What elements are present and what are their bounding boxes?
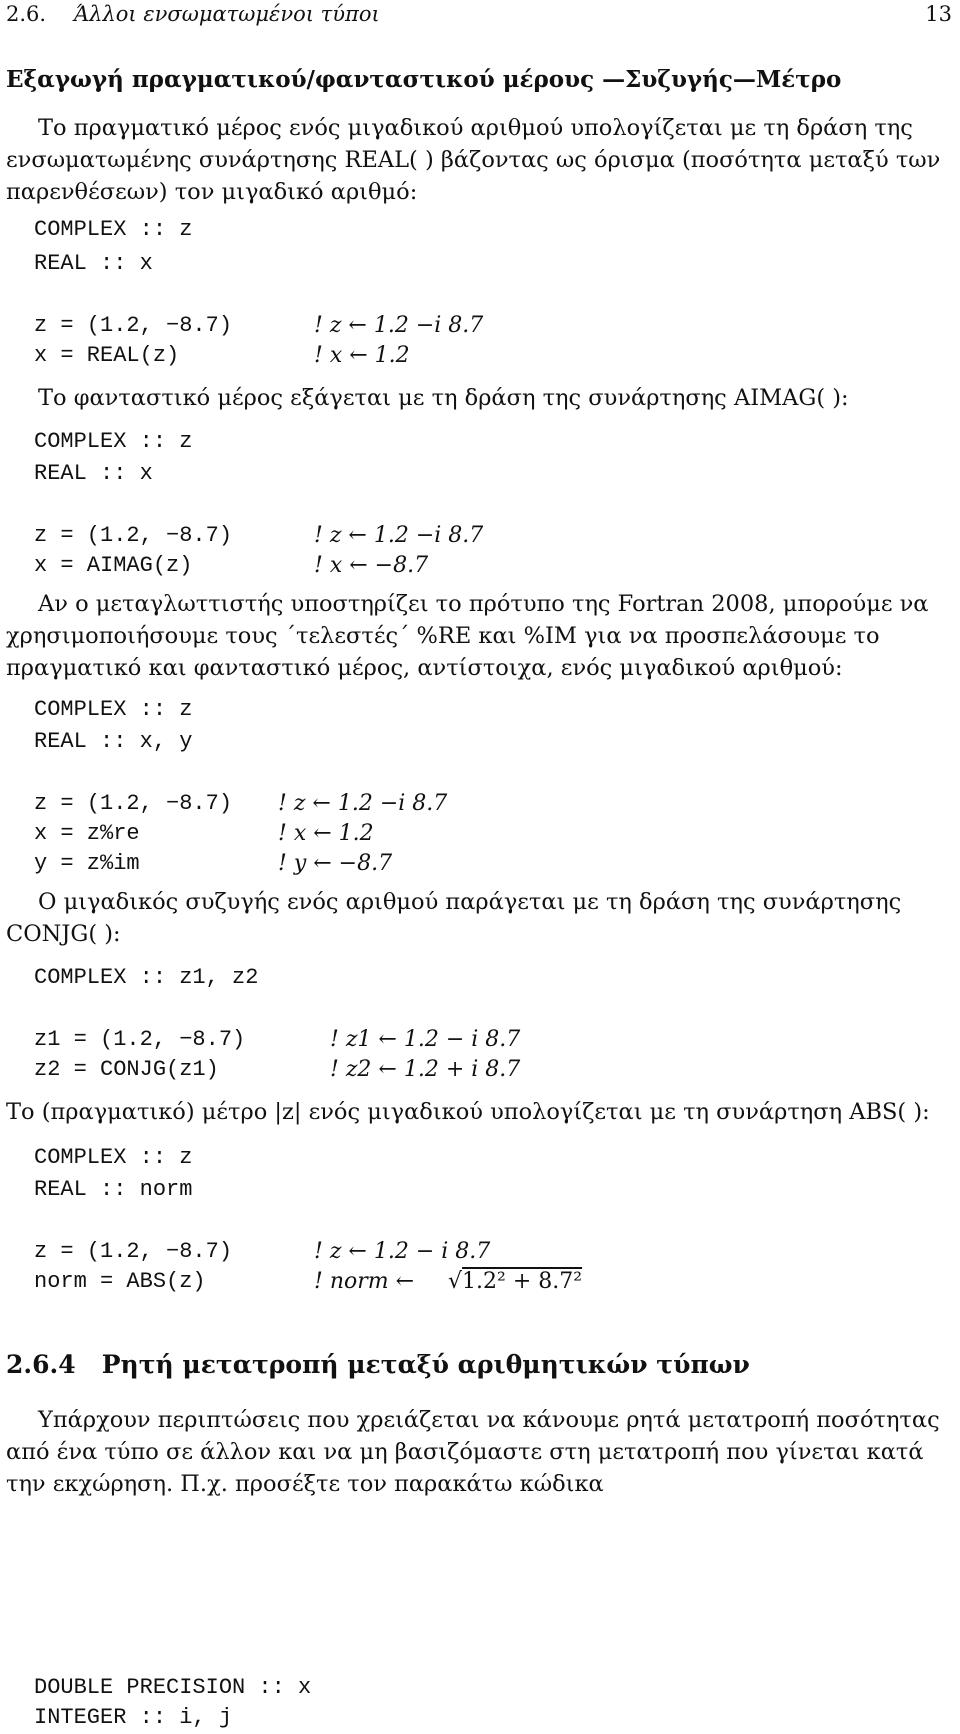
paragraph-imag: Το φανταστικό μέρος εξάγεται με τη δράση της συνάρτησης AIMAG( ): (38, 385, 849, 411)
section-heading (6, 1350, 750, 1379)
code-line: COMPLEX :: z (34, 697, 193, 722)
code-line: z2 = CONJG(z1) (34, 1057, 219, 1082)
code-comment: ! z ← 1.2 −i 8.7 (314, 313, 484, 338)
code-comment: ! z ← 1.2 −i 8.7 (314, 523, 484, 548)
code-comment: ! z2 ← 1.2 + i 8.7 (330, 1057, 521, 1082)
code-comment: ! z1 ← 1.2 − i 8.7 (330, 1027, 521, 1052)
code-line: y = z%im (34, 851, 140, 876)
code-comment: ! z ← 1.2 − i 8.7 (314, 1239, 491, 1264)
section-title: Ρητή μετατροπή μεταξύ αριθμητικών τύπων (101, 1350, 750, 1379)
paragraph-abs: Το (πραγματικό) μέτρο |z| ενός μιγαδικού υπολογίζεται με τη συνάρτηση ABS( ): (6, 1099, 930, 1125)
page-number: 13 (925, 2, 952, 26)
code-line: z = (1.2, −8.7) (34, 791, 233, 816)
code-line: z = (1.2, −8.7) (34, 1239, 233, 1264)
sqrt-expression: √1.2² + 8.7² (448, 1269, 583, 1294)
code-line: z1 = (1.2, −8.7) (34, 1027, 246, 1052)
code-line: COMPLEX :: z (34, 429, 193, 454)
paragraph-real: Το πραγματικό μέρος ενός μιγαδικού αριθμού υπολογίζεται με τη δράση της ενσωματωμένης συνάρτησης REAL( ) βάζοντας ως όρισμα (ποσότητα μεταξύ των παρενθέσεων) τον μιγαδικό αριθμό: (6, 115, 941, 205)
code-comment: ! z ← 1.2 −i 8.7 (278, 791, 448, 816)
code-line: REAL :: norm (34, 1177, 193, 1202)
code-line: COMPLEX :: z (34, 217, 193, 242)
sqrt-radicand: 1.2² + 8.7² (462, 1269, 583, 1294)
code-line: REAL :: x (34, 461, 153, 486)
section-number: 2.6.4 (6, 1350, 76, 1379)
code-comment: ! y ← −8.7 (278, 851, 393, 876)
code-line: z = (1.2, −8.7) (34, 523, 233, 548)
code-comment: ! norm ← (314, 1269, 415, 1294)
code-line: REAL :: x, y (34, 729, 193, 754)
code-line: COMPLEX :: z (34, 1145, 193, 1170)
code-line: INTEGER :: i, j (34, 1705, 233, 1730)
header-section-title: Άλλοι ενσωματωμένοι τύποι (74, 2, 380, 26)
paragraph-conjg: Ο μιγαδικός συζυγής ενός αριθμού παράγεται με τη δράση της συνάρτησης CONJG( ): (6, 889, 902, 947)
header-section-number: 2.6. (6, 2, 47, 26)
running-header (0, 0, 960, 30)
subsection-heading: Εξαγωγή πραγματικού/φανταστικού μέρους —Συζυγής—Μέτρο (6, 66, 842, 93)
code-line: x = REAL(z) (34, 343, 180, 368)
code-line: COMPLEX :: z1, z2 (34, 965, 259, 990)
paragraph-conversion: Υπάρχουν περιπτώσεις που χρειάζεται να κάνουμε ρητά μετατροπή ποσότητας από ένα τύπο σε άλλον και να μη βασιζόμαστε στη μετατροπή που γίνεται κατά την εκχώρηση. Π.χ. προσέξτε τον παρακάτω κώδικα (6, 1407, 940, 1497)
code-line: norm = ABS(z) (34, 1269, 206, 1294)
code-line: REAL :: x (34, 251, 153, 276)
paragraph-fortran2008: Αν ο μεταγλωττιστής υποστηρίζει το πρότυπο της Fortran 2008, μπορούμε να χρησιμοποιήσουμε τους ΄τελεστές΄ %RE και %IM για να προσπελάσουμε το πραγματικό και φανταστικό μέρος, αντίστοιχα, ενός μιγαδικού αριθμού: (6, 591, 929, 681)
code-line: x = AIMAG(z) (34, 553, 193, 578)
code-line: z = (1.2, −8.7) (34, 313, 233, 338)
code-comment: ! x ← 1.2 (314, 343, 410, 368)
code-comment: ! x ← 1.2 (278, 821, 374, 846)
code-line: x = z%re (34, 821, 140, 846)
code-line: DOUBLE PRECISION :: x (34, 1675, 312, 1700)
code-comment: ! x ← −8.7 (314, 553, 429, 578)
